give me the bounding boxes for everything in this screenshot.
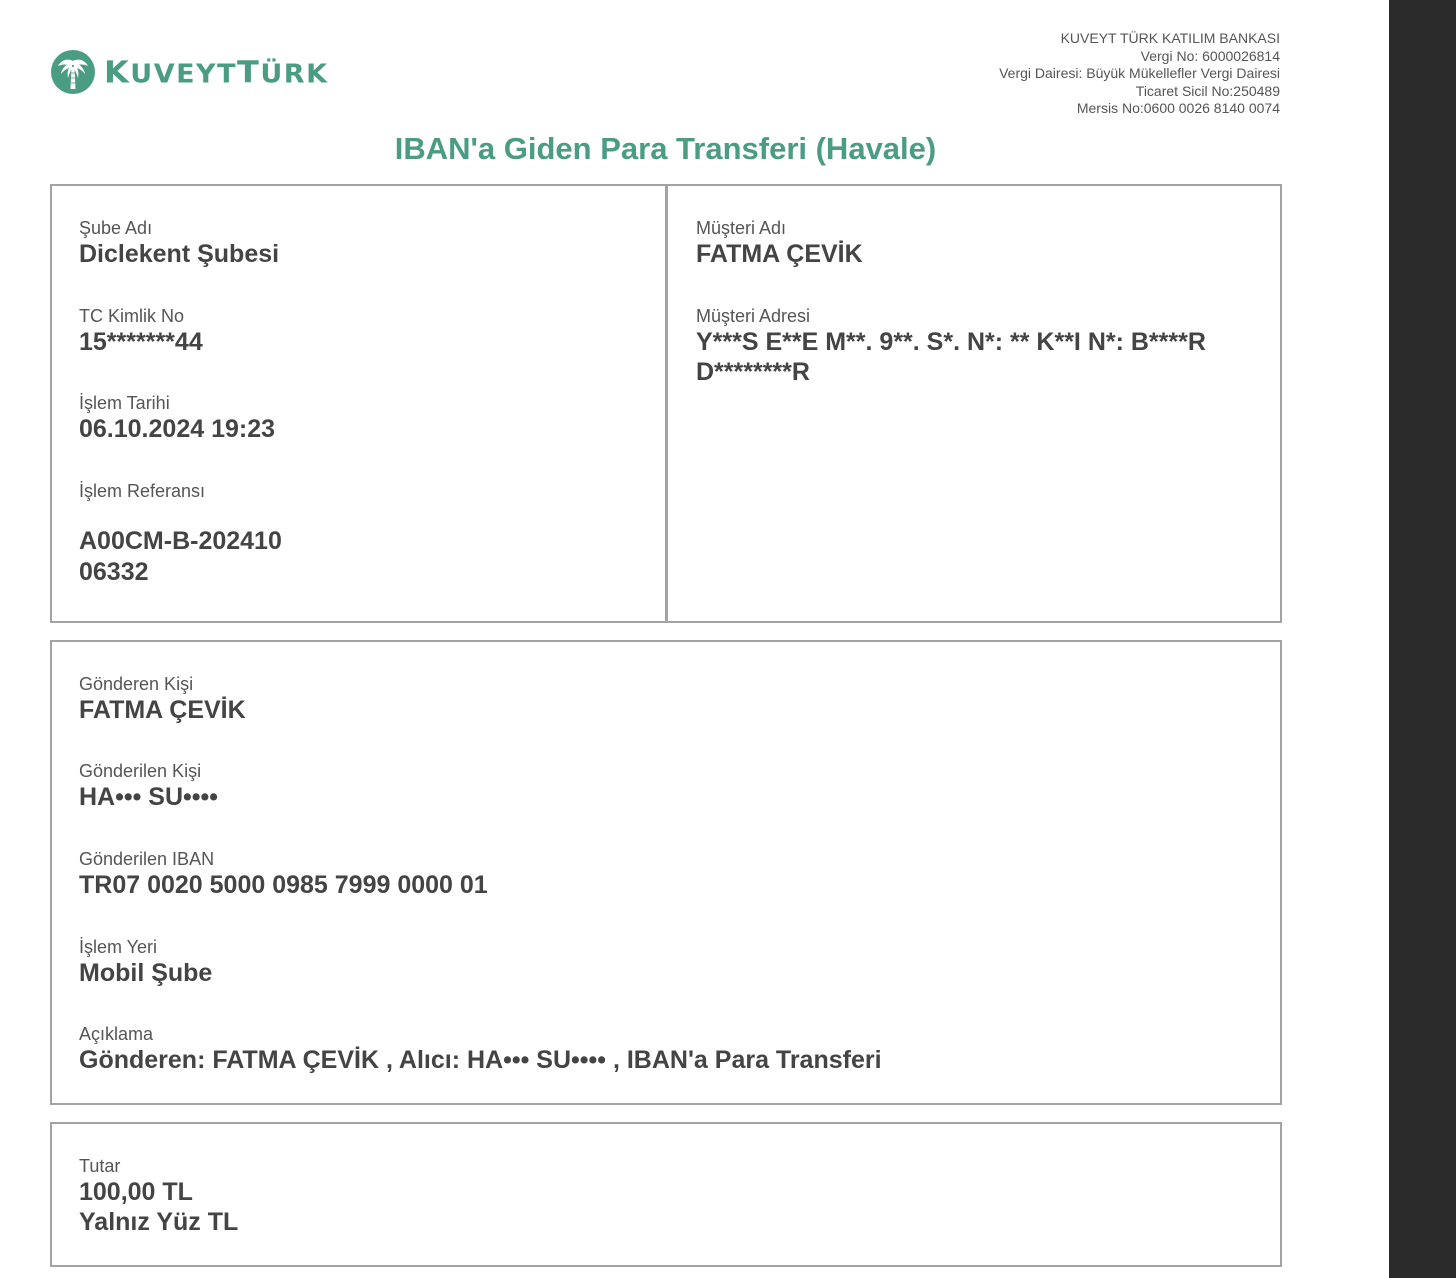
transaction-ref-label: İşlem Referansı	[79, 481, 206, 501]
palm-tree-logo-icon	[50, 49, 96, 95]
recipient-iban-field	[79, 848, 488, 900]
sender-label: Gönderen Kişi	[79, 674, 194, 694]
transaction-ref-field	[79, 480, 282, 588]
logo-wordmark: KUVEYTTÜRK	[104, 53, 329, 91]
amount-in-words: Yalnız Yüz TL	[79, 1208, 239, 1236]
tc-no-label: TC Kimlik No	[79, 306, 185, 326]
branch-value: Diclekent Şubesi	[79, 240, 280, 268]
amount-label: Tutar	[79, 1156, 121, 1176]
branch-label: Şube Adı	[79, 218, 153, 238]
customer-address-label: Müşteri Adresi	[696, 306, 811, 326]
tc-no-field	[79, 305, 203, 357]
customer-address-line-2: D********R	[696, 358, 810, 386]
bank-info-block	[999, 30, 1280, 118]
recipient-label: Gönderilen Kişi	[79, 761, 202, 781]
tc-no-value: 15*******44	[79, 328, 203, 356]
recipient-iban-label: Gönderilen IBAN	[79, 849, 215, 869]
bank-tax-office: Vergi Dairesi: Büyük Mükellefler Vergi Dairesi	[999, 65, 1280, 82]
recipient-iban-value: TR07 0020 5000 0985 7999 0000 01	[79, 871, 488, 899]
branch-field	[79, 217, 279, 269]
description-value: Gönderen: FATMA ÇEVİK , Alıcı: HA••• SU•••• , IBAN'a Para Transferi	[79, 1046, 882, 1074]
bank-trade-registry: Ticaret Sicil No:250489	[1135, 82, 1280, 99]
document-title: IBAN'a Giden Para Transferi (Havale)	[394, 131, 937, 166]
customer-name-field	[696, 217, 863, 269]
customer-address-line-1: Y***S E**E M**. 9**. S*. N*: ** K**I N*: B****R	[696, 328, 1206, 356]
account-info-box	[50, 184, 1282, 623]
transaction-ref-value	[79, 526, 282, 588]
bank-mersis-no: Mersis No:0600 0026 8140 0074	[1076, 100, 1280, 117]
recipient-value: HA••• SU••••	[79, 783, 219, 811]
description-field	[79, 1023, 1259, 1075]
bank-tax-no: Vergi No: 6000026814	[1140, 47, 1280, 64]
transfer-details-box	[50, 640, 1282, 1105]
customer-name-label: Müşteri Adı	[696, 218, 787, 238]
amount-field	[79, 1155, 238, 1237]
location-field	[79, 936, 212, 988]
kuveyt-turk-logo	[50, 49, 329, 95]
description-label: Açıklama	[79, 1024, 154, 1044]
amount-value: 100,00 TL	[79, 1178, 193, 1206]
location-value: Mobil Şube	[79, 959, 213, 987]
customer-address-field	[696, 305, 1266, 387]
sender-value: FATMA ÇEVİK	[79, 696, 246, 724]
transaction-ref-line-2: 06332	[79, 558, 149, 586]
amount-box	[50, 1122, 1282, 1267]
transaction-date-value: 06.10.2024 19:23	[79, 415, 276, 443]
viewer-side-panel	[1389, 0, 1456, 1278]
bank-name: KUVEYT TÜRK KATILIM BANKASI	[1060, 30, 1280, 46]
customer-address-value	[696, 327, 1266, 387]
location-label: İşlem Yeri	[79, 937, 158, 957]
column-divider	[665, 186, 668, 621]
transaction-date-label: İşlem Tarihi	[79, 393, 170, 413]
transaction-ref-line-1: A00CM-B-202410	[79, 527, 282, 555]
recipient-field	[79, 760, 218, 812]
customer-name-value: FATMA ÇEVİK	[696, 240, 863, 268]
sender-field	[79, 673, 246, 725]
transaction-date-field	[79, 392, 275, 444]
